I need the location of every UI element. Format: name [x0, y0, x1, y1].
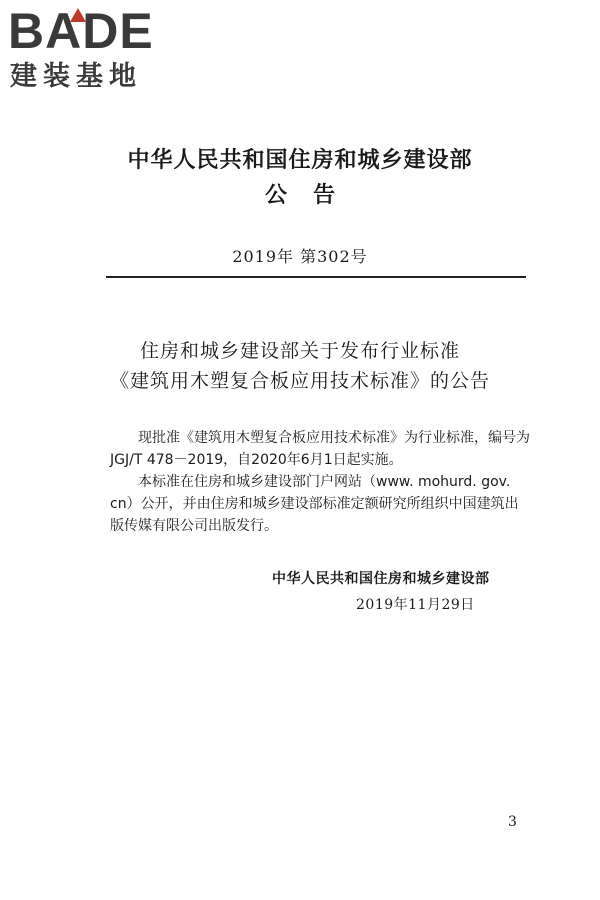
bade-logo	[8, 3, 178, 96]
issuer-heading: 中华人民共和国住房和城乡建设部	[127, 148, 473, 173]
document-kind: 公告	[264, 183, 361, 208]
logo-subtitle: 建装基地	[10, 61, 142, 92]
page-number: 3	[508, 814, 517, 830]
logo-accent-triangle-icon	[70, 8, 86, 22]
body-paragraph-approval: 现批准《建筑用木塑复合板应用技术标准》为行业标准，编号为JGJ/T 478－2019，自2020年6月1日起实施。	[110, 430, 530, 468]
document-number: 2019年 第302号	[232, 247, 368, 266]
signature-date: 2019年11月29日	[356, 597, 475, 613]
body-paragraph-publication: 本标准在住房和城乡建设部门户网站（www. mohurd. gov. cn）公开，并由住房和城乡建设部标准定额研究所组织中国建筑出版传媒有限公司出版发行。	[110, 474, 519, 534]
signature-organization: 中华人民共和国住房和城乡建设部	[272, 571, 490, 587]
announcement-title-line2: 《建筑用木塑复合板应用技术标准》的公告	[109, 370, 490, 392]
announcement-title-line1: 住房和城乡建设部关于发布行业标准	[139, 340, 460, 362]
logo-brand: BADE	[8, 3, 154, 59]
header-divider	[106, 276, 526, 278]
